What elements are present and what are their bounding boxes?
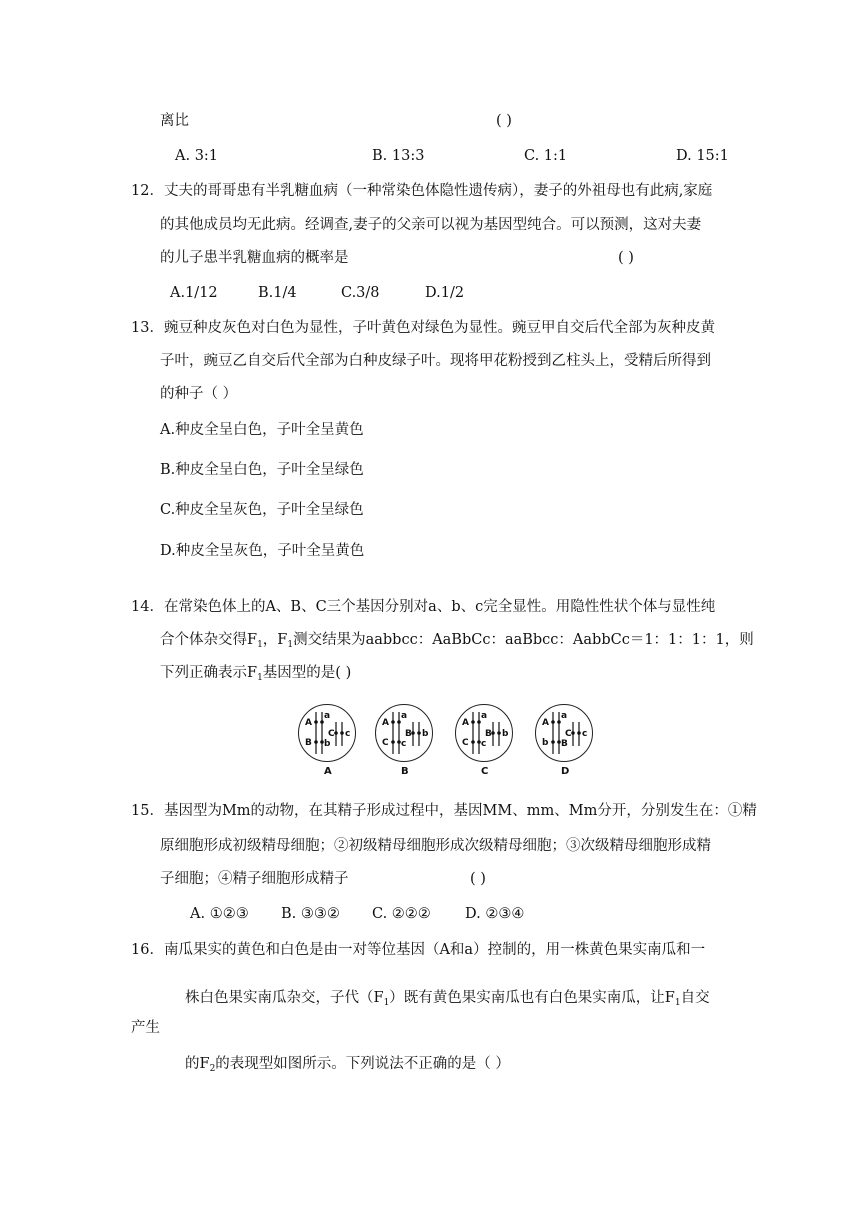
q13-option-a: A.种皮全呈白色，子叶全呈黄色 <box>160 422 364 438</box>
gene-label: A <box>462 718 469 728</box>
q15-line-2: 原细胞形成初级精母细胞；②初级精母细胞形成次级精母细胞；③次级精母细胞形成精 <box>160 838 711 854</box>
q12-option-b: B.1/4 <box>258 285 297 301</box>
figure-label-a: A <box>324 766 332 777</box>
gene-label: A <box>542 718 549 728</box>
gene-label: c <box>401 739 407 749</box>
q11-option-a: A. 3:1 <box>175 148 219 164</box>
q12-line-2: 的其他成员均无此病。经调查,妻子的父亲可以视为基因型纯合。可以预测，这对夫妻 <box>160 217 702 233</box>
q13-option-c: C.种皮全呈灰色，子叶全呈绿色 <box>160 502 364 518</box>
q15-option-c: C. ②②② <box>372 906 431 922</box>
q11-option-c: C. 1:1 <box>524 148 568 164</box>
figure-label-b: B <box>401 766 409 777</box>
gene-label: B <box>485 729 492 739</box>
q12-option-c: C.3/8 <box>341 285 380 301</box>
q16-line-2: 株白色果实南瓜杂交，子代$(F_1)$既有黄色果实南瓜也有白色果实南瓜，让$F_1$自交 <box>185 990 710 1008</box>
gene-label: B <box>305 738 312 748</box>
q15-answer-paren: ( ) <box>470 871 486 887</box>
gene-label: c <box>582 729 588 739</box>
gene-label: A <box>382 718 389 728</box>
figure-label-c: C <box>481 766 489 777</box>
q15-line-3: 子细胞；④精子细胞形成精子 <box>160 871 349 887</box>
q16-line-4: 的$F_2$的表现型如图所示。下列说法不正确的是（ ） <box>185 1056 510 1074</box>
gene-label: a <box>481 711 488 721</box>
q12-line-1: 12．丈夫的哥哥患有半乳糖血病（一种常染色体隐性遗传病），妻子的外祖母也有此病,家庭 <box>131 183 713 199</box>
q16-line-3: 产生 <box>131 1020 160 1036</box>
gene-label: A <box>305 718 312 728</box>
gene-label: b <box>502 729 509 739</box>
gene-label: c <box>345 729 351 739</box>
q13-line-1: 13．豌豆种皮灰色对白色为显性，子叶黄色对绿色为显性。豌豆甲自交后代全部为灰种皮黄 <box>131 320 715 336</box>
q15-option-d: D. ②③④ <box>465 906 525 922</box>
q13-option-b: B.种皮全呈白色，子叶全呈绿色 <box>160 462 364 478</box>
q12-option-d: D.1/2 <box>425 285 465 301</box>
q14-line-3: 下列正确表示$F_1$基因型的是( ) <box>160 665 352 683</box>
q12-line-3: 的儿子患半乳糖血病的概率是 <box>160 250 349 266</box>
gene-label: b <box>422 729 429 739</box>
q14-line-2: 合个体杂交得$F_1$，$F_1$测交结果为aabbcc：AaBbCc：aaBbcc：AabbCc＝1：1：1：1，则 <box>160 632 754 650</box>
q11-option-b: B. 13:3 <box>372 148 425 164</box>
q11-answer-paren: ( ) <box>496 113 512 129</box>
gene-label: a <box>324 711 331 721</box>
gene-label: C <box>328 729 335 739</box>
gene-label: b <box>542 738 549 748</box>
figure-label-d: D <box>561 766 570 777</box>
gene-label: B <box>561 739 568 749</box>
gene-label: B <box>405 729 412 739</box>
q13-option-d: D.种皮全呈灰色，子叶全呈黄色 <box>160 543 365 559</box>
gene-label: b <box>324 739 331 749</box>
gene-label: C <box>382 738 389 748</box>
q13-line-3: 的种子（ ） <box>160 386 238 402</box>
q13-line-2: 子叶，豌豆乙自交后代全部为白种皮绿子叶。现将甲花粉授到乙柱头上，受精后所得到 <box>160 353 711 369</box>
q15-option-a: A. ①②③ <box>190 906 249 922</box>
q16-line-1: 16．南瓜果实的黄色和白色是由一对等位基因（A和a）控制的，用一株黄色果实南瓜和一 <box>131 942 706 958</box>
gene-label: c <box>481 739 487 749</box>
q15-line-1: 15．基因型为Mm的动物，在其精子形成过程中，基因MM、mm、Mm分开，分别发生在：①精 <box>131 803 757 819</box>
q12-option-a: A.1/12 <box>170 285 218 301</box>
q12-answer-paren: ( ) <box>618 250 634 266</box>
q14-line-1: 14．在常染色体上的A、B、C三个基因分别对a、b、c完全显性。用隐性性状个体与显性纯 <box>131 599 716 615</box>
gene-label: a <box>561 711 568 721</box>
q11-continuation: 离比 <box>160 113 189 129</box>
gene-label: C <box>462 738 469 748</box>
gene-label: C <box>565 729 572 739</box>
q11-option-d: D. 15:1 <box>676 148 729 164</box>
q15-option-b: B. ③③② <box>281 906 340 922</box>
gene-label: a <box>401 711 408 721</box>
